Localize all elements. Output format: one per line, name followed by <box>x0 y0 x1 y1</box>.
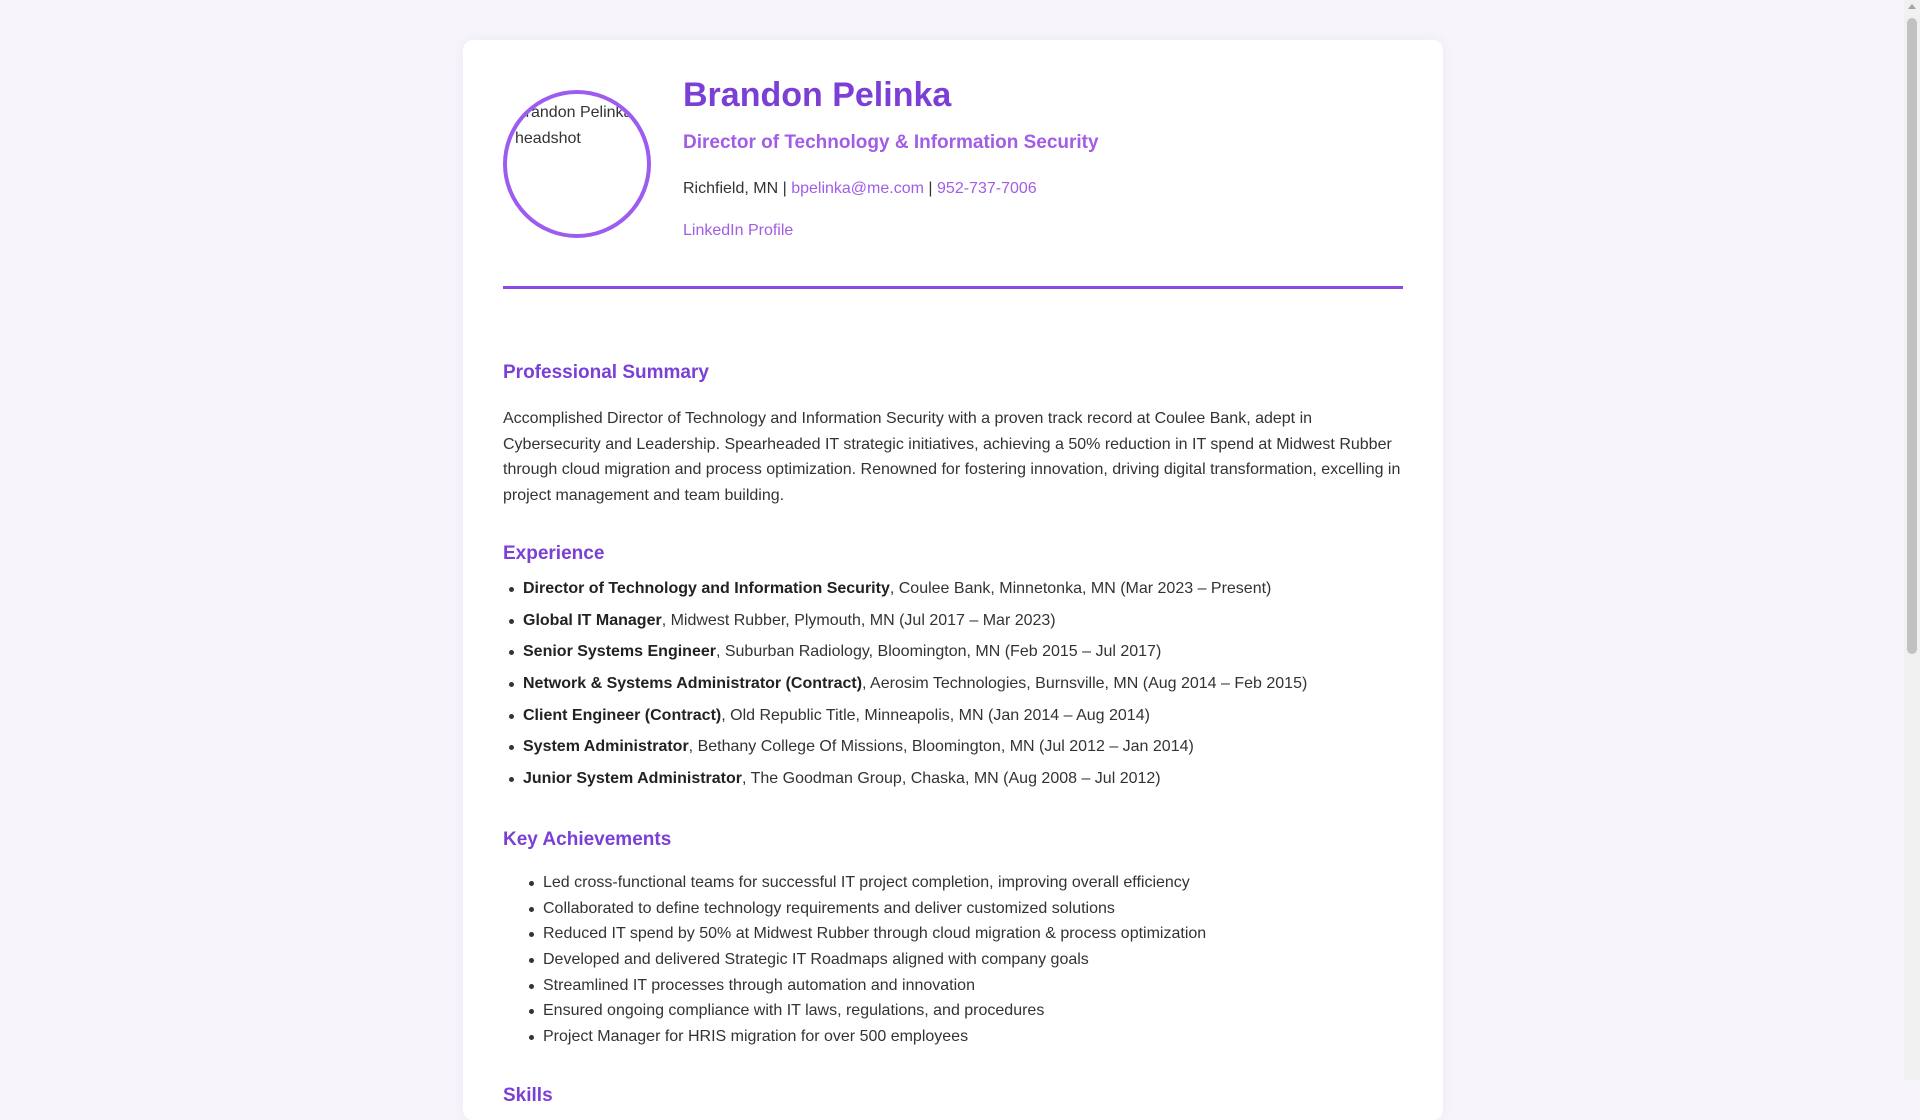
achievement-item: Project Manager for HRIS migration for over 500 employees <box>543 1027 1403 1053</box>
experience-item <box>523 737 1403 769</box>
experience-details: , Suburban Radiology, Bloomington, MN (Feb 2015 – Jul 2017) <box>715 643 1162 661</box>
email-link[interactable]: bpelinka@me.com <box>791 180 924 197</box>
experience-role: System Administrator <box>523 738 689 756</box>
achievement-item: Streamlined IT processes through automation and innovation <box>543 976 1403 1002</box>
resume-header <box>503 40 1403 289</box>
experience-heading: Experience <box>503 543 605 564</box>
skills-heading: Skills <box>503 1085 553 1106</box>
experience-details: , Bethany College Of Missions, Bloomington, MN (Jul 2012 – Jan 2014) <box>688 738 1194 756</box>
experience-details: , Coulee Bank, Minnetonka, MN (Mar 2023 – Present) <box>889 580 1272 597</box>
experience-role: Global IT Manager <box>523 611 662 629</box>
scroll-up-arrow-icon[interactable] <box>1908 4 1916 9</box>
experience-item <box>523 642 1403 674</box>
headshot-image <box>503 90 651 238</box>
achievement-item: Reduced IT spend by 50% at Midwest Rubber through cloud migration & process optimization <box>543 924 1403 950</box>
linkedin-link[interactable]: LinkedIn Profile <box>683 222 794 239</box>
achievement-item: Ensured ongoing compliance with IT laws, regulations, and procedures <box>543 1001 1403 1027</box>
experience-item <box>523 611 1403 643</box>
achievements-heading: Key Achievements <box>503 829 672 850</box>
experience-details: , The Goodman Group, Chaska, MN (Aug 2008 – Jul 2012) <box>742 770 1161 788</box>
experience-list <box>523 579 1403 801</box>
experience-details: , Old Republic Title, Minneapolis, MN (Jan 2014 – Aug 2014) <box>721 706 1150 724</box>
resume-page <box>463 40 1443 1120</box>
page-scrollbar[interactable] <box>1904 0 1920 1080</box>
experience-role: Director of Technology and Information Security <box>523 580 890 597</box>
experience-details: , Aerosim Technologies, Burnsville, MN (Aug 2014 – Feb 2015) <box>862 675 1308 693</box>
experience-item <box>523 706 1403 738</box>
scroll-thumb[interactable] <box>1907 18 1917 654</box>
achievement-item: Collaborated to define technology requirements and deliver customized solutions <box>543 899 1403 925</box>
experience-role: Client Engineer (Contract) <box>523 706 722 724</box>
achievement-item: Led cross-functional teams for successful IT project completion, improving overall efficiency <box>543 873 1403 899</box>
experience-item <box>523 769 1403 801</box>
experience-item <box>523 579 1403 611</box>
achievements-list <box>543 873 1403 1053</box>
candidate-name: Brandon Pelinka <box>683 76 952 114</box>
contact-separator: | <box>782 180 787 197</box>
summary-text: Accomplished Director of Technology and Information Security with a proven track record at Coulee Bank, adept in Cybersecurity and Leadership. Spearheaded IT strategic initiatives, achieving a 50% reduction in IT spend at Midwest Rubber through cloud migration and process optimization. Renowned for fostering innovation, driving digital transformation, excelling in project management and team building. <box>503 410 1401 504</box>
experience-role: Junior System Administrator <box>523 770 743 788</box>
experience-role: Network & Systems Administrator (Contract) <box>523 675 863 693</box>
experience-details: , Midwest Rubber, Plymouth, MN (Jul 2017 – Mar 2023) <box>661 611 1056 629</box>
location-text: Richfield, MN <box>683 180 779 197</box>
experience-role: Senior Systems Engineer <box>523 643 716 661</box>
headshot-alt-text: Brandon Pelinka headshot <box>515 104 633 147</box>
experience-item <box>523 674 1403 706</box>
contact-line <box>683 180 1037 198</box>
contact-separator: | <box>928 180 933 197</box>
achievement-item: Developed and delivered Strategic IT Roadmaps aligned with company goals <box>543 950 1403 976</box>
candidate-title: Director of Technology & Information Security <box>683 132 1099 153</box>
phone-link[interactable]: 952-737-7006 <box>937 180 1037 197</box>
summary-heading: Professional Summary <box>503 362 709 383</box>
